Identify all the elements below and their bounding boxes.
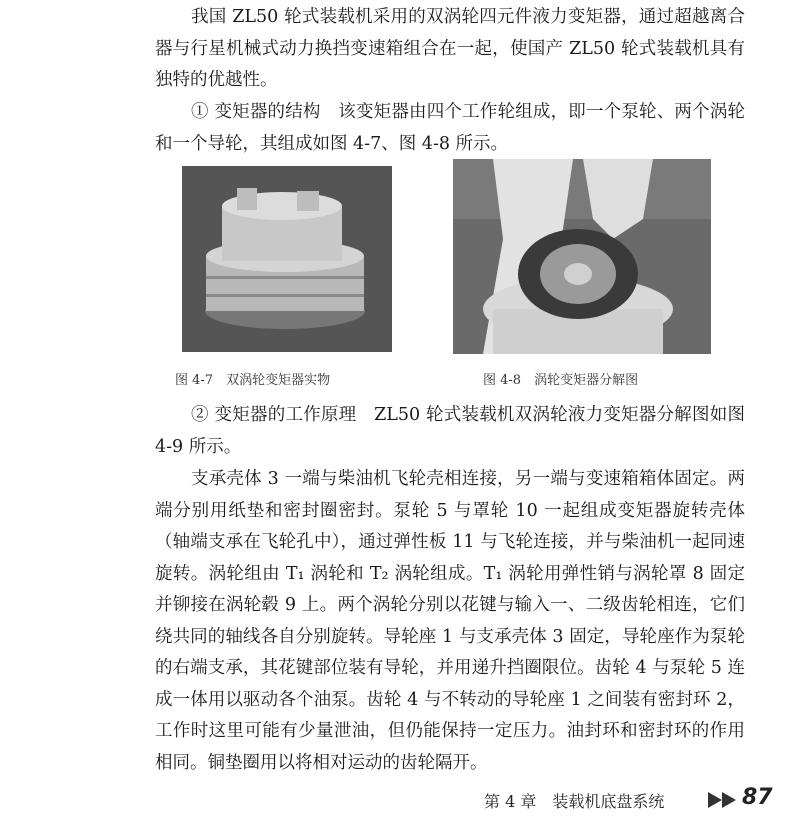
paragraph-description: 支承壳体 3 一端与柴油机飞轮壳相连接，另一端与变速箱箱体固定。两端分别用纸垫和密封圈密封。泵轮 5 与罩轮 10 一起组成变矩器旋转壳体（轴端支承在飞轮孔中），通过弹性板 11 与飞轮连接，并与柴油机一起同速旋转。涡轮组由 T₁ 涡轮和 T₂ 涡轮组成。T₁ 涡轮用弹性销与涡轮罩 8 固定并铆接在涡轮毂 9 上。两个涡轮分别以花键与输入一、二级齿轮相连，它们绕共同的轴线各自分别旋转。导轮座 1 与支承壳体 3 固定，导轮座作为泵轮的右端支承，其花键部位装有导轮，并用递升挡圈限位。齿轮 4 与泵轮 5 连成一体用以驱动各个油泵。齿轮 4 与不转动的导轮座 1 之间装有密封环 2，工作时这里可能有少量泄油，但仍能保持一定压力。油封环和密封环的作用相同。铜垫圈用以将相对运动的齿轮隔开。	[155, 469, 745, 773]
paragraph-intro: 我国 ZL50 轮式装载机采用的双涡轮四元件液力变矩器，通过超越离合器与行星机械式动力换挡变速箱组合在一起，使国产 ZL50 轮式装载机具有独特的优越性。	[155, 7, 745, 90]
double-arrow-icon	[708, 792, 740, 808]
paragraph-principle: ② 变矩器的工作原理 ZL50 轮式装载机双涡轮液力变矩器分解图如图 4-9 所示。	[155, 405, 745, 457]
page-number: 87	[742, 785, 773, 810]
figure-4-8-photo	[453, 159, 711, 354]
figure-4-8-caption: 图 4-8 涡轮变矩器分解图	[483, 373, 639, 388]
figure-4-7-photo	[182, 166, 392, 352]
torque-converter-photo	[182, 166, 392, 352]
figure-4-7-caption: 图 4-7 双涡轮变矩器实物	[175, 373, 331, 388]
disassembly-photo	[453, 159, 711, 354]
chapter-title: 第 4 章 装载机底盘系统	[484, 792, 665, 811]
paragraph-structure: ① 变矩器的结构 该变矩器由四个工作轮组成，即一个泵轮、两个涡轮和一个导轮，其组成如图 4-7、图 4-8 所示。	[155, 102, 745, 154]
